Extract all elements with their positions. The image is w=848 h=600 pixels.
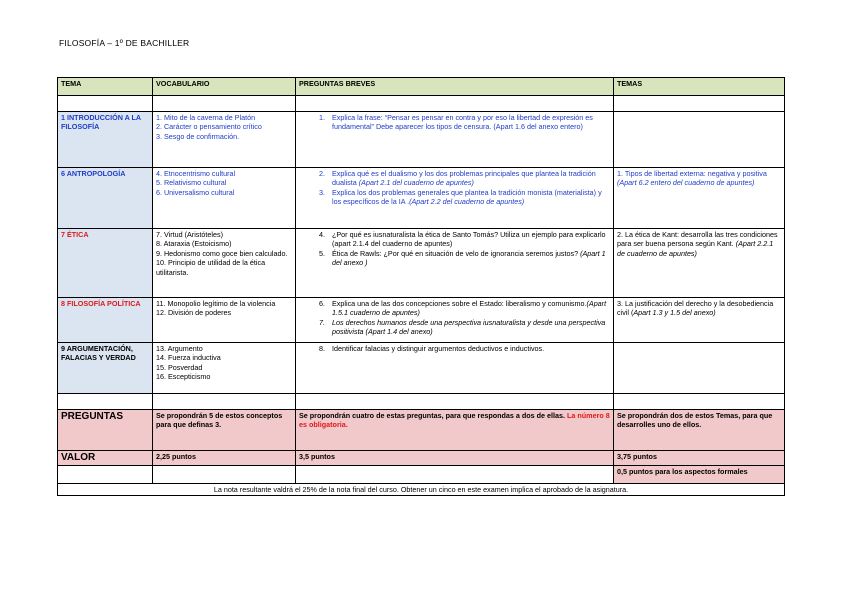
valor-temas: 3,75 puntos (614, 451, 785, 466)
question-item: 3. Explica los dos problemas generales que plantea la tradición monista (materialista) y los específicos de la IA .(Apart 2.2 del cuaderno de apuntes) (319, 187, 602, 207)
temas-cell: 1. Tipos de libertad externa: negativa y positiva (Apart 6.2 entero del cuaderno de apuntes) (614, 168, 785, 229)
vocab-item: 13. Argumento (156, 344, 203, 353)
questions-cell (296, 112, 614, 168)
temas-cell (614, 112, 785, 168)
vocab-cell (153, 229, 296, 298)
header-preguntas-breves: PREGUNTAS BREVES (296, 78, 614, 96)
preguntas-row (58, 410, 785, 451)
vocab-item: 7. Virtud (Aristóteles) (156, 230, 223, 239)
document-title: FILOSOFÍA – 1º DE BACHILLER (59, 38, 190, 48)
temas-cell: 3. La justificación del derecho y la desobediencia civil (Apart 1.3 y 1.5 del anexo) (614, 298, 785, 343)
question-item: 2. Explica qué es el dualismo y los dos problemas principales que plantea la tradición dualista (Apart 2.1 del cuaderno de apuntes) (319, 169, 596, 188)
question-item: 1. Explica la frase: “Pensar es pensar en contra y por eso la libertad de expresión es fundamental” Debe aparecer los tipos de censura. (Apart 1.6 del anexo entero) (319, 113, 593, 132)
preguntas-breves: Se propondrán cuatro de estas preguntas, para que respondas a dos de ellas. La número 8 es obligatoria. (296, 410, 614, 451)
mandatory-note: La número 8 es obligatoria. (299, 411, 610, 430)
question-item: 6. Explica una de las dos concepciones sobre el Estado: liberalismo y comunismo.(Apart 1.5.1 cuaderno de apuntes) (319, 299, 607, 318)
table-row-antropologia (58, 168, 785, 229)
valor-vocab: 2,25 puntos (153, 451, 296, 466)
vocab-item: 14. Fuerza inductiva (156, 353, 221, 363)
questions-cell (296, 168, 614, 229)
valor-breves: 3,5 puntos (296, 451, 614, 466)
vocab-cell (153, 343, 296, 394)
header-row (58, 78, 785, 96)
valor-label: VALOR (58, 451, 153, 466)
temas-cell (614, 343, 785, 394)
footer-note-row (58, 484, 785, 496)
spacer-row (58, 394, 785, 410)
formales-row (58, 466, 785, 484)
header-vocabulario: VOCABULARIO (153, 78, 296, 96)
vocab-item: 9. Hedonismo como goce bien calculado. (156, 248, 288, 258)
spacer-row (58, 96, 785, 112)
vocab-cell (153, 298, 296, 343)
vocab-item: 16. Escepticismo (156, 372, 211, 382)
vocab-item: 5. Relativismo cultural (156, 178, 227, 188)
header-temas: TEMAS (614, 78, 785, 96)
temas-cell: 2. La ética de Kant: desarrolla las tres condiciones para ser buena persona según Kant. (Apart 2.2.1 de cuaderno de apuntes) (614, 229, 785, 298)
valor-row (58, 451, 785, 466)
tema-cell: 7 ÉTICA (58, 229, 153, 298)
valor-formales: 0,5 puntos para los aspectos formales (614, 466, 785, 484)
questions-cell (296, 229, 614, 298)
tema-cell: 9 ARGUMENTACIÓN, FALACIAS Y VERDAD (58, 343, 153, 394)
vocab-item: 6. Universalismo cultural (156, 187, 235, 197)
table-row-introduccion (58, 112, 785, 168)
vocab-cell (153, 168, 296, 229)
questions-cell (296, 343, 614, 394)
table-row-etica (58, 229, 785, 298)
table-row-argumentacion (58, 343, 785, 394)
tema-cell: 6 ANTROPOLOGÍA (58, 168, 153, 229)
footer-note: La nota resultante valdrá el 25% de la nota final del curso. Obtener un cinco en este examen implica el aprobado de la asignatura. (58, 484, 785, 496)
question-item: 4. ¿Por qué es iusnaturalista la ética de Santo Tomás? Utiliza un ejemplo para explicarlo (apart 2.1.4 del cuaderno de apuntes) (319, 230, 606, 249)
vocab-item: 12. División de poderes (156, 308, 232, 318)
questions-cell (296, 298, 614, 343)
question-item: 7. Los derechos humanos desde una perspectiva iusnaturalista y desde una perspectiva positivista (Apart 1.4 del anexo) (319, 317, 606, 337)
vocab-cell (153, 112, 296, 168)
header-tema: TEMA (58, 78, 153, 96)
question-item: 5. Ética de Rawls: ¿Por qué en situación de velo de ignorancia seremos justos? (Apart 1 del anexo ) (319, 248, 606, 268)
vocab-item: 3. Sesgo de confirmación. (156, 131, 240, 141)
tema-cell: 8 FILOSOFÍA POLÍTICA (58, 298, 153, 343)
vocab-item: 8. Ataraxia (Estoicismo) (156, 239, 232, 249)
question-item: 8. Identificar falacias y distinguir argumentos deductivos e inductivos. (319, 344, 545, 353)
preguntas-label: PREGUNTAS (58, 410, 153, 451)
tema-cell: 1 INTRODUCCIÓN A LA FILOSOFÍA (58, 112, 153, 168)
preguntas-temas: Se propondrán dos de estos Temas, para que desarrolles uno de ellos. (614, 410, 785, 451)
vocab-item: 1. Mito de la caverna de Platón (156, 113, 256, 122)
table-row-filosofia-politica (58, 298, 785, 343)
vocab-item: 15. Posverdad (156, 362, 203, 372)
preguntas-vocab: Se propondrán 5 de estos conceptos para que definas 3. (153, 410, 296, 451)
vocab-item: 10. Principio de utilidad de la ética utilitarista. (156, 258, 266, 277)
exam-content-table (57, 77, 785, 496)
vocab-item: 4. Etnocentrismo cultural (156, 169, 236, 178)
vocab-item: 2. Carácter o pensamiento crítico (156, 122, 262, 132)
vocab-item: 11. Monopolio legítimo de la violencia (156, 299, 276, 308)
